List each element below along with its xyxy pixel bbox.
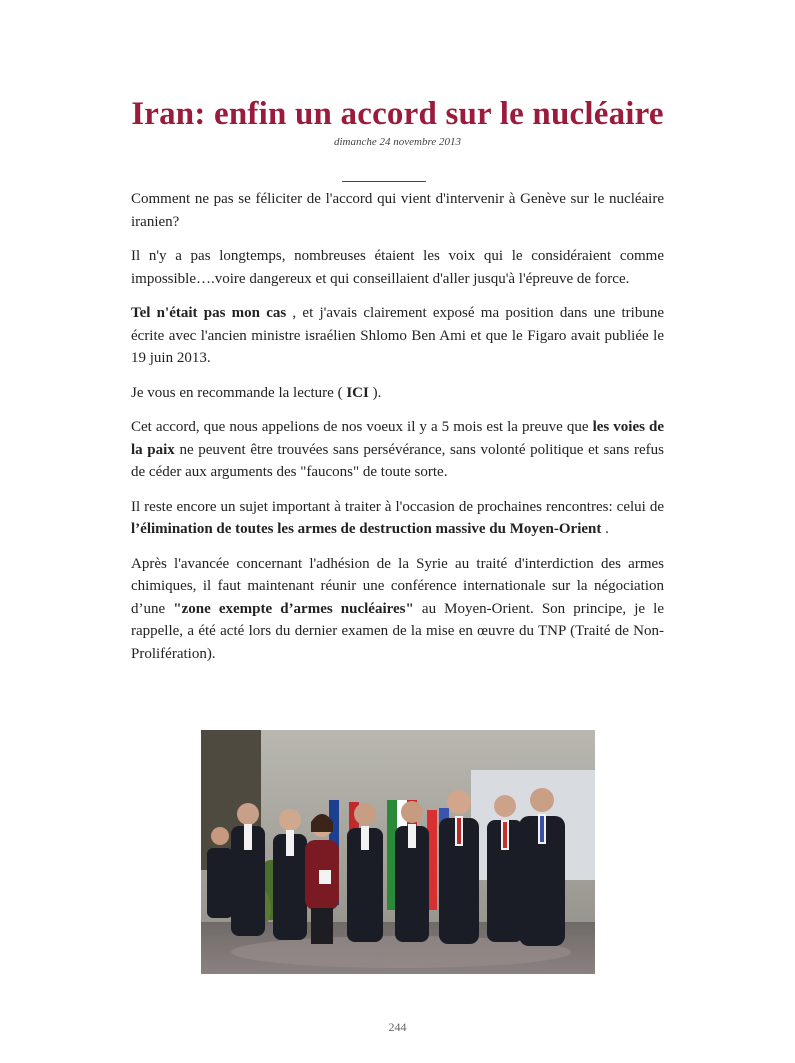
emphasis-text: les voies de la paix: [131, 419, 664, 458]
paragraph-2: Il n'y a pas longtemps, nombreuses étaient les voix qui le considéraient comme impossible….voire dangereux et qui conseillaient d'aller jusqu'à l'épreuve de force.: [131, 248, 664, 287]
page-number: 244: [388, 1020, 407, 1034]
ici-link[interactable]: ICI: [346, 384, 369, 401]
photo-illustration: [201, 730, 595, 974]
paragraph-3: Tel n'était pas mon cas , et j'avais clairement exposé ma position dans une tribune écrite avec l'ancien ministre israélien Shlomo Ben Ami et que le Figaro avait publiée le 19 juin 2013.: [131, 305, 664, 366]
paragraph-7: Après l'avancée concernant l'adhésion de la Syrie au traité d'interdiction des armes chimiques, il faut maintenant réunir une conférence internationale sur la négociation d’une "zone exempte d’armes nucléaires" au Moyen-Orient. Son principe, je le rappelle, a été acté lors du dernier examen de la mise en œuvre du TNP (Traité de Non-Prolifération).: [131, 555, 664, 662]
paragraph-4: Je vous en recommande la lecture ( ICI ).: [131, 384, 382, 401]
diplomats-group-photo: [201, 730, 595, 974]
title-divider: [342, 181, 426, 182]
paragraph-1: Comment ne pas se féliciter de l'accord qui vient d'intervenir à Genève sur le nucléaire iranien?: [131, 191, 664, 230]
article-date: dimanche 24 novembre 2013: [334, 136, 461, 148]
article-title: Iran: enfin un accord sur le nucléaire: [131, 96, 664, 132]
paragraph-5: Cet accord, que nous appelions de nos voeux il y a 5 mois est la preuve que les voies de la paix ne peuvent être trouvées sans persévérance, sans volonté politique et sans refus de céder aux arguments des "faucons" de toute sorte.: [131, 419, 664, 480]
emphasis-text: l’élimination de toutes les armes de destruction massive du Moyen-Orient: [131, 521, 602, 537]
paragraph-6: Il reste encore un sujet important à traiter à l'occasion de prochaines rencontres: celui de l’élimination de toutes les armes de destruction massive du Moyen-Orient .: [131, 498, 664, 537]
article-body: [131, 188, 664, 677]
emphasis-text: "zone exempte d’armes nucléaires": [173, 600, 414, 617]
emphasis-text: Tel n'était pas mon cas: [131, 305, 287, 321]
